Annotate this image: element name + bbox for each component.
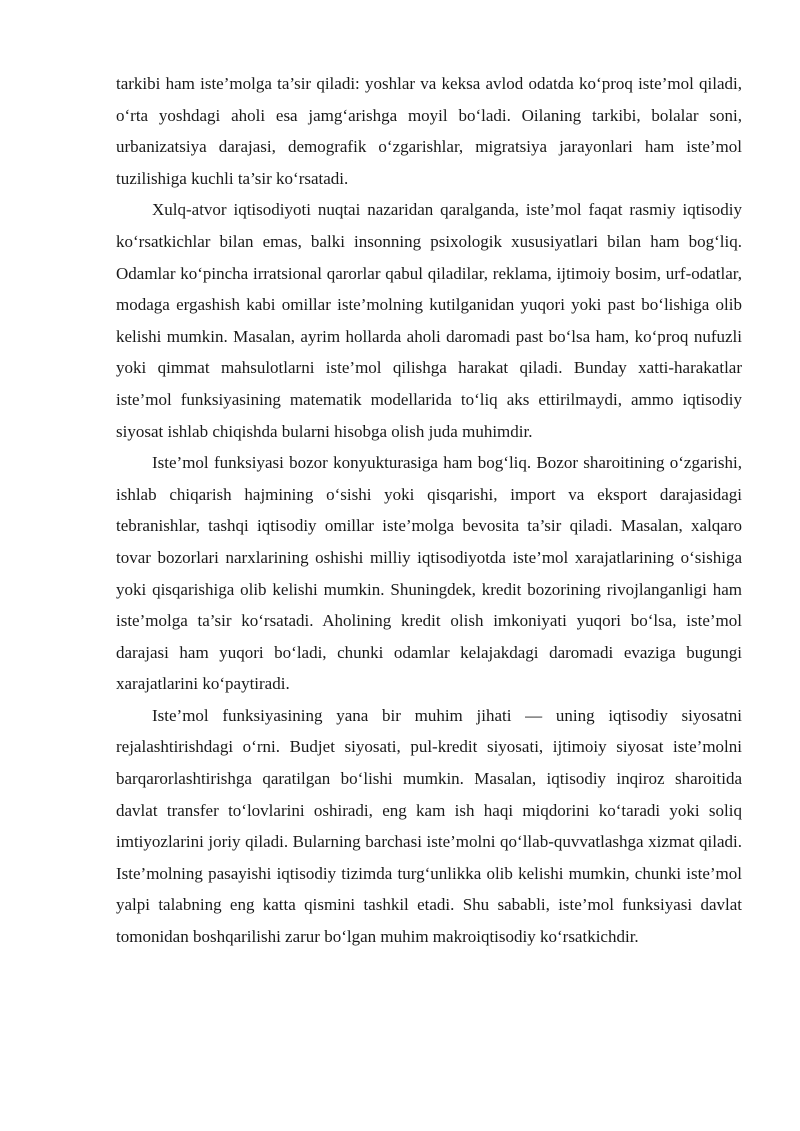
paragraph-demographics: tarkibi ham iste’molga ta’sir qiladi: yoshlar va keksa avlod odatda koʻproq iste’mol qiladi, oʻrta yoshdagi aholi esa jamgʻarishga moyil boʻladi. Oilaning tarkibi, bolalar soni, urbanizatsiya darajasi, demografik oʻzgarishlar, migratsiya jarayonlari ham iste’mol tuzilishiga kuchli ta’sir koʻrsatadi.: [116, 74, 742, 188]
paragraph-behavioral-economics: Xulq-atvor iqtisodiyoti nuqtai nazaridan qaralganda, iste’mol faqat rasmiy iqtisodiy koʻrsatkichlar bilan emas, balki insonning psixologik xususiyatlari bilan ham bogʻliq. Odamlar koʻpincha irratsional qarorlar qabul qiladilar, reklama, ijtimoiy bosim, urf-odatlar, modaga ergashish kabi omillar iste’molning kutilganidan yuqori yoki past boʻlishiga olib kelishi mumkin. Masalan, ayrim hollarda aholi daromadi past boʻlsa ham, koʻproq nufuzli yoki qimmat mahsulotlarni iste’mol qilishga harakat qiladi. Bunday xatti-harakatlar iste’mol funksiyasining matematik modellarida toʻliq aks ettirilmaydi, ammo iqtisodiy siyosat ishlab chiqishda bularni hisobga olish juda muhimdir.: [116, 200, 742, 441]
paragraph-economic-policy: Iste’mol funksiyasining yana bir muhim jihati — uning iqtisodiy siyosatni rejalashtirishdagi oʻrni. Budjet siyosati, pul-kredit siyosati, ijtimoiy siyosat iste’molni barqarorlashtirishga qaratilgan boʻlishi mumkin. Masalan, iqtisodiy inqiroz sharoitida davlat transfer toʻlovlarini oshiradi, eng kam ish haqi miqdorini koʻtaradi yoki soliq imtiyozlarini joriy qiladi. Bularning barchasi iste’molni qoʻllab-quvvatlashga xizmat qiladi. Iste’molning pasayishi iqtisodiy tizimda turgʻunlikka olib kelishi mumkin, chunki iste’mol yalpi talabning eng katta qismini tashkil etadi. Shu sababli, iste’mol funksiyasi davlat tomonidan boshqarilishi zarur boʻlgan muhim makroiqtisodiy koʻrsatkichdir.: [116, 705, 742, 947]
paragraph-market-conditions: Iste’mol funksiyasi bozor konyukturasiga ham bogʻliq. Bozor sharoitining oʻzgarishi, ishlab chiqarish hajmining oʻsishi yoki qisqarishi, import va eksport darajasidagi tebranishlar, tashqi iqtisodiy omillar iste’molga bevosita ta’sir qiladi. Masalan, xalqaro tovar bozorlari narxlarining oshishi milliy iqtisodiyotda iste’mol xarajatlarining oʻsishiga yoki qisqarishiga olib kelishi mumkin. Shuningdek, kredit bozorining rivojlanganligi ham iste’molga ta’sir koʻrsatadi. Aholining kredit olish imkoniyati yuqori boʻlsa, iste’mol darajasi ham yuqori boʻladi, chunki odamlar kelajakdagi daromadi evaziga bugungi xarajatlarini koʻpaytiradi.: [116, 453, 742, 694]
document-body: [116, 68, 742, 953]
